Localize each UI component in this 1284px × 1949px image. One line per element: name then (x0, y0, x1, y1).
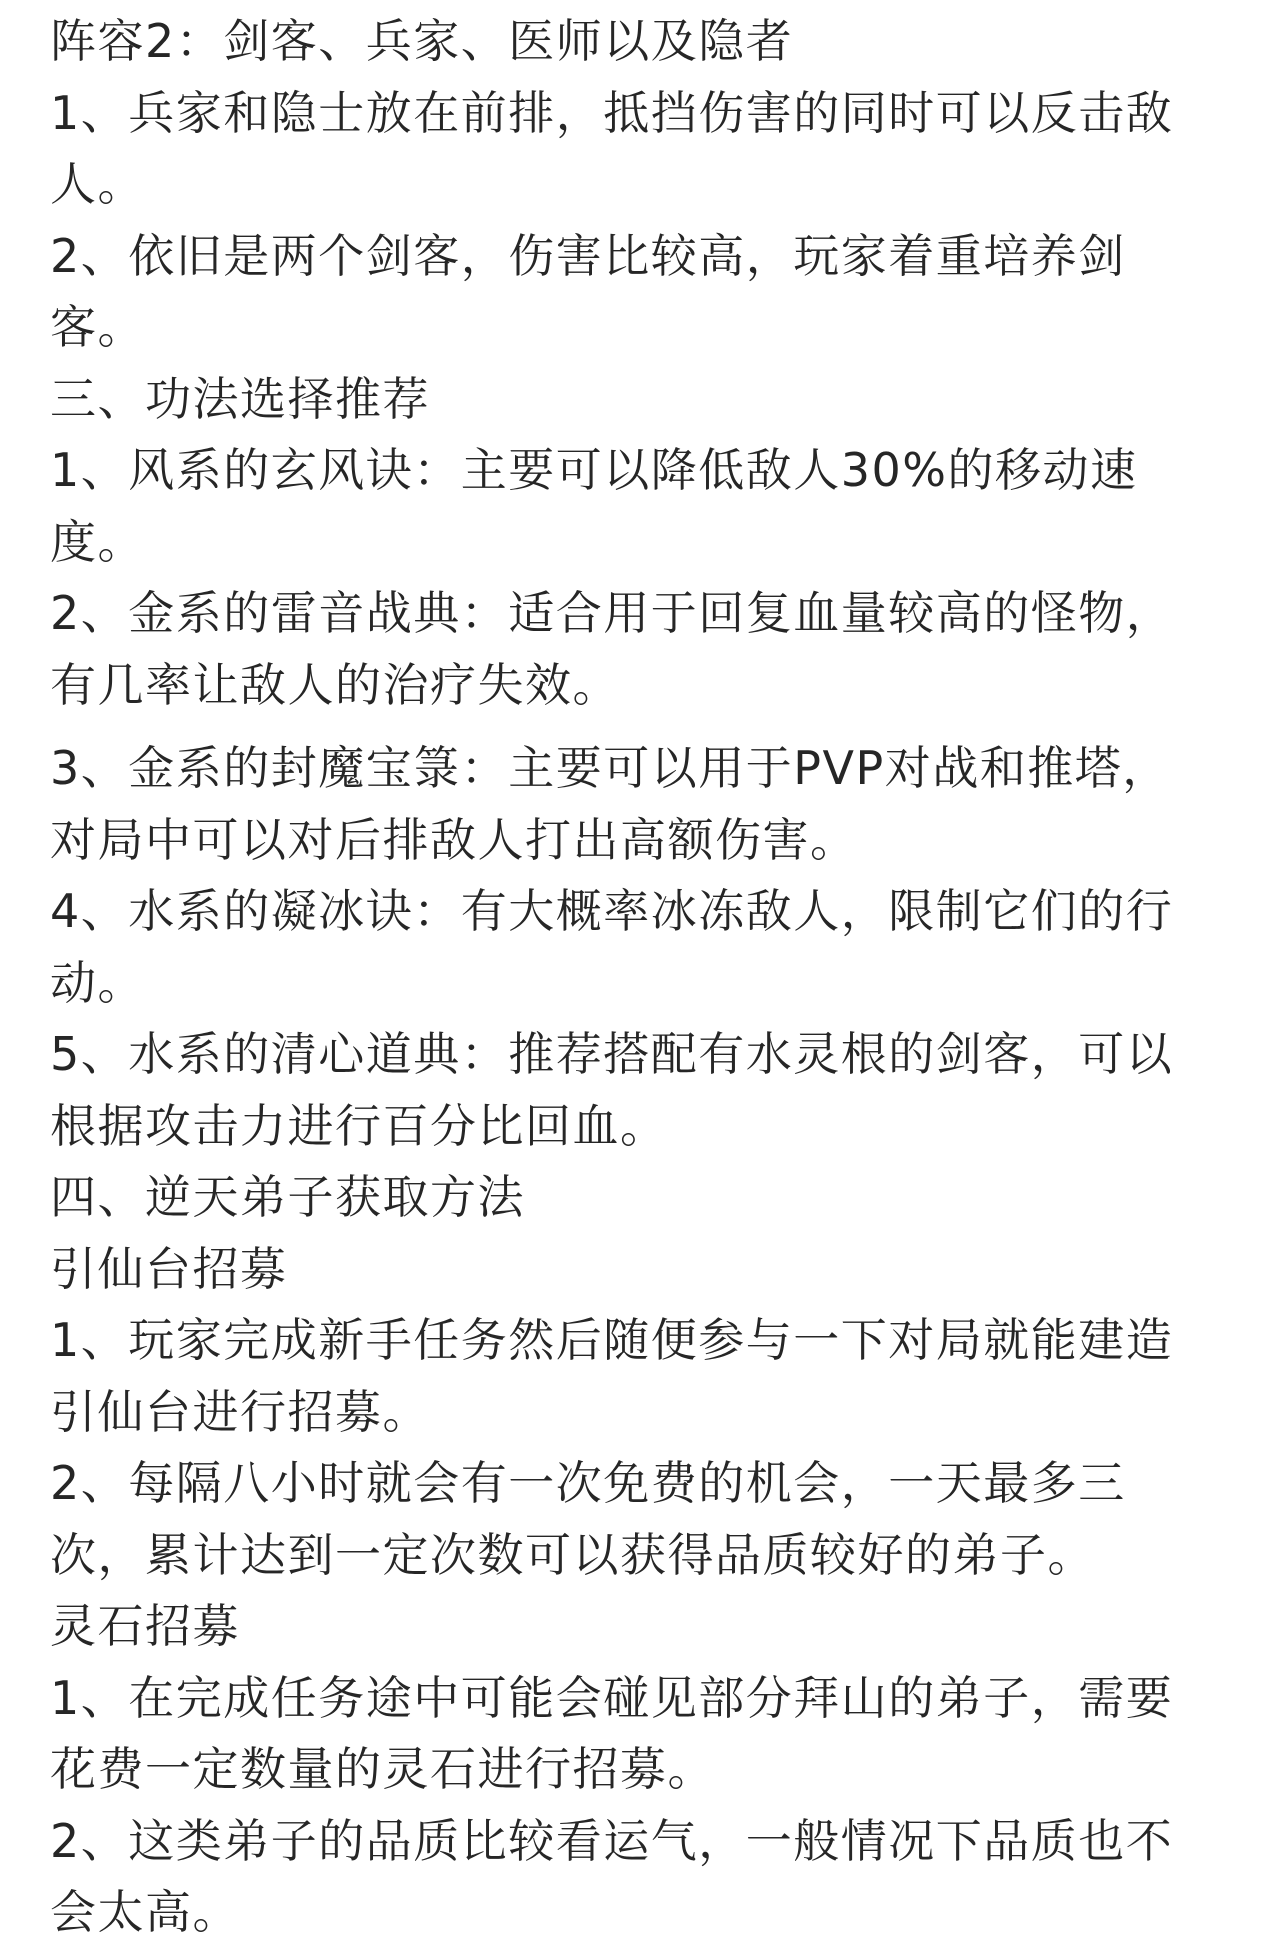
subheading-yinxiantai: 引仙台招募 (50, 1241, 288, 1296)
spirit-stone-point-1: 1、在完成任务途中可能会碰见部分拜山的弟子，需要 (50, 1670, 1174, 1725)
lineup-point-1: 1、兵家和隐士放在前排，抵挡伤害的同时可以反击敌 (50, 85, 1174, 140)
skill-point-5-cont: 根据攻击力进行百分比回血。 (50, 1098, 668, 1153)
skill-point-3-cont: 对局中可以对后排敌人打出高额伤害。 (50, 812, 858, 867)
skill-point-5: 5、水系的清心道典：推荐搭配有水灵根的剑客，可以 (50, 1027, 1174, 1081)
skill-point-4-cont: 动。 (50, 955, 145, 1010)
lineup-point-2-cont: 客。 (50, 300, 145, 354)
skill-point-1: 1、风系的玄风诀：主要可以降低敌人30%的移动速 (50, 443, 1138, 497)
lineup-point-2: 2、依旧是两个剑客，伤害比较高，玩家着重培养剑 (50, 228, 1126, 283)
lineup-heading: 阵容2：剑客、兵家、医师以及隐者 (50, 14, 794, 68)
subheading-spirit-stone: 灵石招募 (50, 1599, 240, 1653)
article-body (50, 6, 1240, 1949)
paragraph-gap (50, 721, 1240, 733)
spirit-stone-point-2: 2、这类弟子的品质比较看运气，一般情况下品质也不 (50, 1813, 1174, 1868)
yinxiantai-point-2: 2、每隔八小时就会有一次免费的机会，一天最多三 (50, 1456, 1126, 1510)
skill-point-4: 4、水系的凝冰诀：有大概率冰冻敌人，限制它们的行 (50, 884, 1174, 938)
section-heading-disciples: 四、逆天弟子获取方法 (50, 1170, 525, 1224)
yinxiantai-point-2-cont: 次，累计达到一定次数可以获得品质较好的弟子。 (50, 1527, 1095, 1582)
lineup-point-1-cont: 人。 (50, 157, 145, 211)
skill-point-2-cont: 有几率让敌人的治疗失效。 (50, 657, 620, 712)
skill-point-1-cont: 度。 (50, 514, 145, 569)
yinxiantai-point-1: 1、玩家完成新手任务然后随便参与一下对局就能建造 (50, 1313, 1174, 1367)
section-heading-skills: 三、功法选择推荐 (50, 371, 430, 426)
yinxiantai-point-1-cont: 引仙台进行招募。 (50, 1384, 430, 1439)
skill-point-2: 2、金系的雷音战典：适合用于回复血量较高的怪物， (50, 586, 1174, 640)
spirit-stone-point-1-cont: 花费一定数量的灵石进行招募。 (50, 1742, 715, 1796)
spirit-stone-point-2-cont: 会太高。 (50, 1885, 240, 1939)
skill-point-3: 3、金系的封魔宝箓：主要可以用于PVP对战和推塔， (50, 741, 1170, 795)
